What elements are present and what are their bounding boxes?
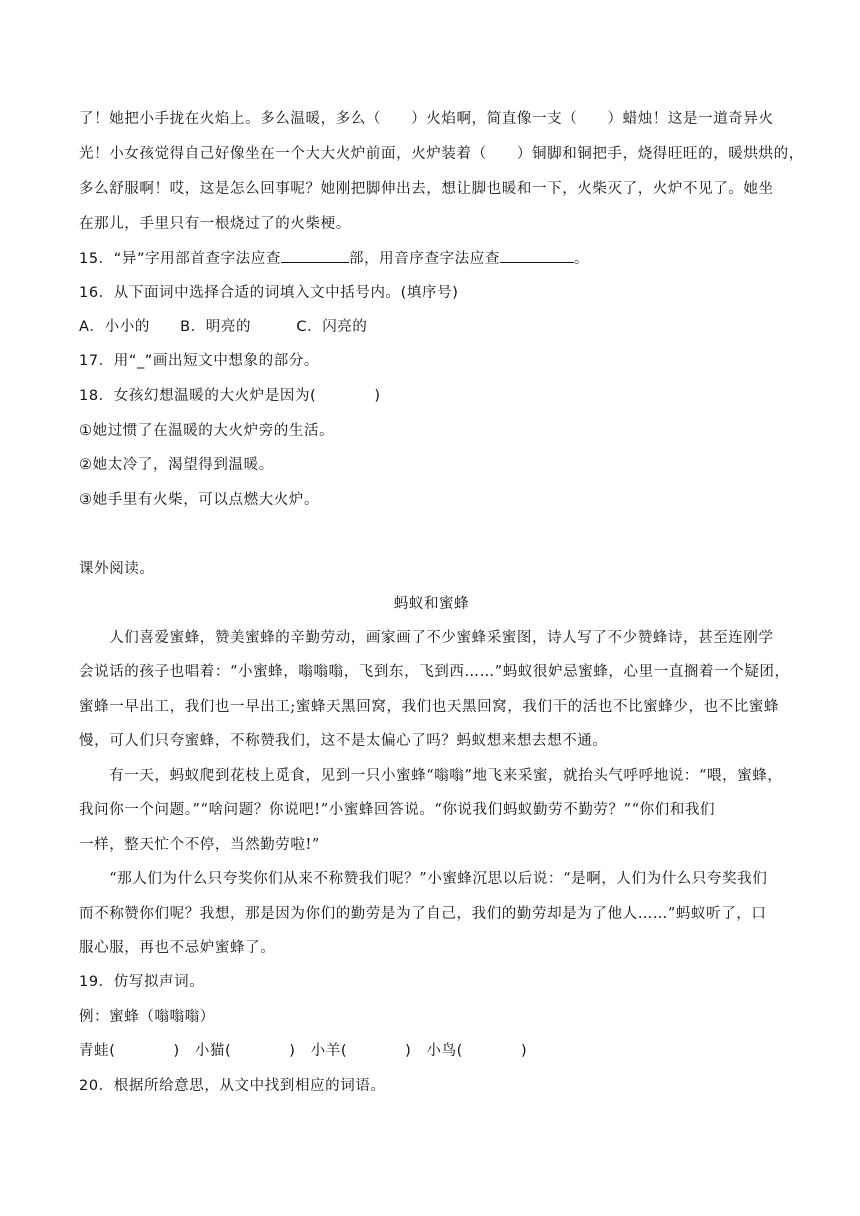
passage-line: 人们喜爱蜜蜂，赞美蜜蜂的辛勤劳动，画家画了不少蜜蜂采蜜图，诗人写了不少赞蜂诗，甚至连刚学 [79, 630, 774, 646]
q19-item: ) 小猫( [173, 1043, 232, 1059]
question-17: 17．用“_”画出短文中想象的部分。 [79, 353, 320, 369]
passage-line: 在那儿，手里只有一根烧过了的火柴梗。 [79, 216, 351, 232]
question-16: 16．从下面词中选择合适的词填入文中括号内。(填序号) [79, 285, 459, 301]
passage-line: 蜜蜂一早出工，我们也一早出工;蜜蜂天黑回窝，我们也天黑回窝，我们干的活也不比蜜蜂少，也不比蜜蜂 [79, 699, 780, 715]
q18-choice: ③她手里有火柴，可以点燃大火炉。 [79, 492, 320, 508]
section-heading: 课外阅读。 [79, 561, 155, 577]
question-20: 20．根据所给意思，从文中找到相应的词语。 [79, 1078, 386, 1094]
passage-title: 蚂蚁和蜜蜂 [393, 596, 470, 612]
passage-line: 慢，可人们只夸蜜蜂，不称赞我们，这不是太偏心了吗？蚂蚁想来想去想不通。 [79, 733, 608, 749]
passage-line: 会说话的孩子也唱着：“小蜜蜂，嗡嗡嗡，飞到东，飞到西……”蚂蚁很妒忌蜜蜂，心里一直搁着一个疑团， [79, 664, 790, 680]
q16-options: A．小小的 B．明亮的 C．闪亮的 [79, 319, 368, 335]
q18-choice: ②她太冷了，渴望得到温暖。 [79, 457, 274, 473]
passage-line: 服心服，再也不忌妒蜜蜂了。 [79, 940, 276, 956]
q15-text: 。 [573, 251, 590, 267]
passage-line: “那人们为什么只夸奖你们从来不称赞我们呢？”小蜜蜂沉思以后说：“是啊，人们为什么只夸奖我们 [79, 871, 768, 887]
answer-blank[interactable] [500, 248, 574, 263]
q15-text: 部，用音序查字法应查 [348, 251, 500, 267]
q19-item: ) 小鸟( [405, 1043, 463, 1059]
q18-choice: ①她过惯了在温暖的大火炉旁的生活。 [79, 423, 335, 439]
q19-example: 例：蜜蜂（嗡嗡嗡） [79, 1009, 215, 1025]
passage-line: 而不称赞你们呢？我想，那是因为你们的勤劳是为了自己，我们的勤劳却是为了他人……”蚂蚁听了，口 [79, 906, 767, 922]
question-19: 19．仿写拟声词。 [79, 974, 205, 990]
answer-blank[interactable] [281, 248, 349, 263]
q19-item: 青蛙( [79, 1043, 116, 1059]
passage-line: 光！小女孩觉得自己好像坐在一个大大火炉前面，火炉装着（ ）铜脚和铜把手，烧得旺旺的，暖烘烘的， [79, 146, 804, 162]
passage-line: 有一天，蚂蚁爬到花枝上觅食，见到一只小蜜蜂“嗡嗡”地飞来采蜜，就抬头气呼呼地说：“喂，蜜蜂， [79, 768, 783, 784]
passage-line: 多么舒服啊！哎，这是怎么回事呢？她刚把脚伸出去，想让脚也暖和一下，火柴灭了，火炉不见了。她坐 [79, 181, 774, 197]
q18-stem: 18．女孩幻想温暖的大火炉是因为( [79, 388, 317, 404]
question-15 [79, 248, 784, 269]
q15-text: 15．“异”字用部首查字法应查 [79, 251, 281, 267]
passage-line: 了！她把小手拢在火焰上。多么温暖，多么（ ）火焰啊，简直像一支（ ）蜡烛！这是一道奇异火 [79, 111, 774, 127]
passage-line: 一样，整天忙个不停，当然勤劳啦!” [79, 837, 320, 853]
question-18 [79, 386, 784, 406]
q19-item: ) 小羊( [289, 1043, 348, 1059]
q18-stem-close: ) [374, 388, 381, 404]
passage-line: 我问你一个问题。”“啥问题？你说吧!”小蜜蜂回答说。“你说我们蚂蚁勤劳不勤劳？”“你们和我们 [79, 802, 716, 818]
q19-items [79, 1041, 784, 1061]
q19-item: ) [520, 1043, 528, 1059]
